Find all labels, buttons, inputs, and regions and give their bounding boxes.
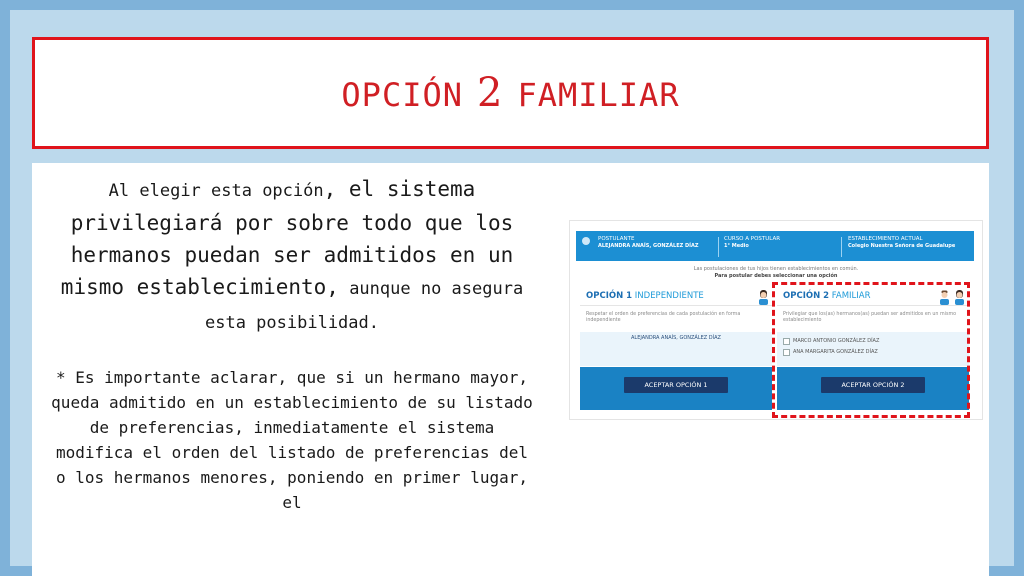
course-value: 1° Medio: [724, 243, 749, 249]
user-icon: [582, 237, 590, 245]
option-1-student: ALEJANDRA ANAÍS, GONZÁLEZ DÍAZ: [631, 335, 721, 341]
option-2-title: OPCIÓN 2: [783, 291, 830, 301]
option-2-highlight: [772, 282, 970, 418]
option-1-card: [580, 287, 772, 410]
title-word-family: FAMILIAR: [517, 76, 680, 114]
paragraph-main-part-c: aunque no asegura esta posibilidad.: [205, 279, 524, 333]
option-1-header: [580, 287, 772, 305]
option-1-student-list: [580, 332, 772, 366]
applicant-name: ALEJANDRA ANAÍS, GONZÁLEZ DÍAZ: [598, 243, 699, 249]
school-column: [848, 236, 955, 250]
option-2-student-name: ANA MARGARITA GONZÁLEZ DÍAZ: [793, 349, 878, 355]
header-divider: [718, 237, 719, 257]
paragraph-main-part-b: , el sistema privilegiará por sobre todo que los hermanos puedan ser admitidos en un mismo establecimiento,: [60, 177, 514, 299]
course-label: CURSO A POSTULAR: [724, 236, 781, 242]
content-panel: [32, 163, 989, 576]
option-1-subtitle: INDEPENDIENTE: [634, 291, 704, 301]
title-box: [32, 37, 989, 149]
option-1-title: OPCIÓN 1: [586, 291, 633, 301]
accept-option-2-button[interactable]: ACEPTAR OPCIÓN 2: [821, 377, 925, 393]
option-2-subtitle: FAMILIAR: [831, 291, 871, 301]
notice-line-1: Las postulaciones de tus hijos tienen establecimientos en común.: [693, 266, 859, 272]
paragraph-main: [50, 173, 534, 339]
paragraph-main-part-a: Al elegir esta opción: [108, 181, 324, 201]
accept-option-1-button[interactable]: ACEPTAR OPCIÓN 1: [624, 377, 728, 393]
title-word-option: OPCIÓN: [341, 76, 463, 114]
body-text: [50, 173, 534, 515]
school-label: ESTABLECIMIENTO ACTUAL: [848, 236, 923, 242]
option-1-footer: [580, 367, 772, 410]
notice-text: [570, 266, 982, 280]
school-value: Colegio Nuestra Señora de Guadalupe: [848, 243, 956, 249]
header-divider: [841, 237, 842, 257]
notice-line-2: Para postular debes seleccionar una opción: [714, 273, 838, 279]
course-column: [724, 236, 780, 250]
girl-avatar-icon: [757, 289, 770, 305]
option-2-student-name: MARCO ANTONIO GONZÁLEZ DÍAZ: [793, 338, 880, 344]
applicant-label: POSTULANTE: [598, 236, 635, 242]
title-number: 2: [477, 70, 504, 116]
applicant-column: [598, 236, 699, 250]
option-1-description: Respetar el orden de preferencias de cada postulación en forma independiente: [580, 305, 772, 324]
option-2-description: Privilegiar que los(as) hermanos(as) puedan ser admitidos en un mismo establecimiento: [777, 305, 969, 324]
slide-title: [341, 70, 679, 116]
paragraph-note: * Es importante aclarar, que si un hermano mayor, queda admitido en un establecimiento de su listado de preferencias, inmediatamente el sistema modifica el orden del listado de preferencias del o los hermanos menores, poniendo en primer lugar, el: [51, 368, 533, 512]
embedded-screenshot: [569, 220, 983, 420]
applicant-header-bar: [576, 231, 974, 261]
